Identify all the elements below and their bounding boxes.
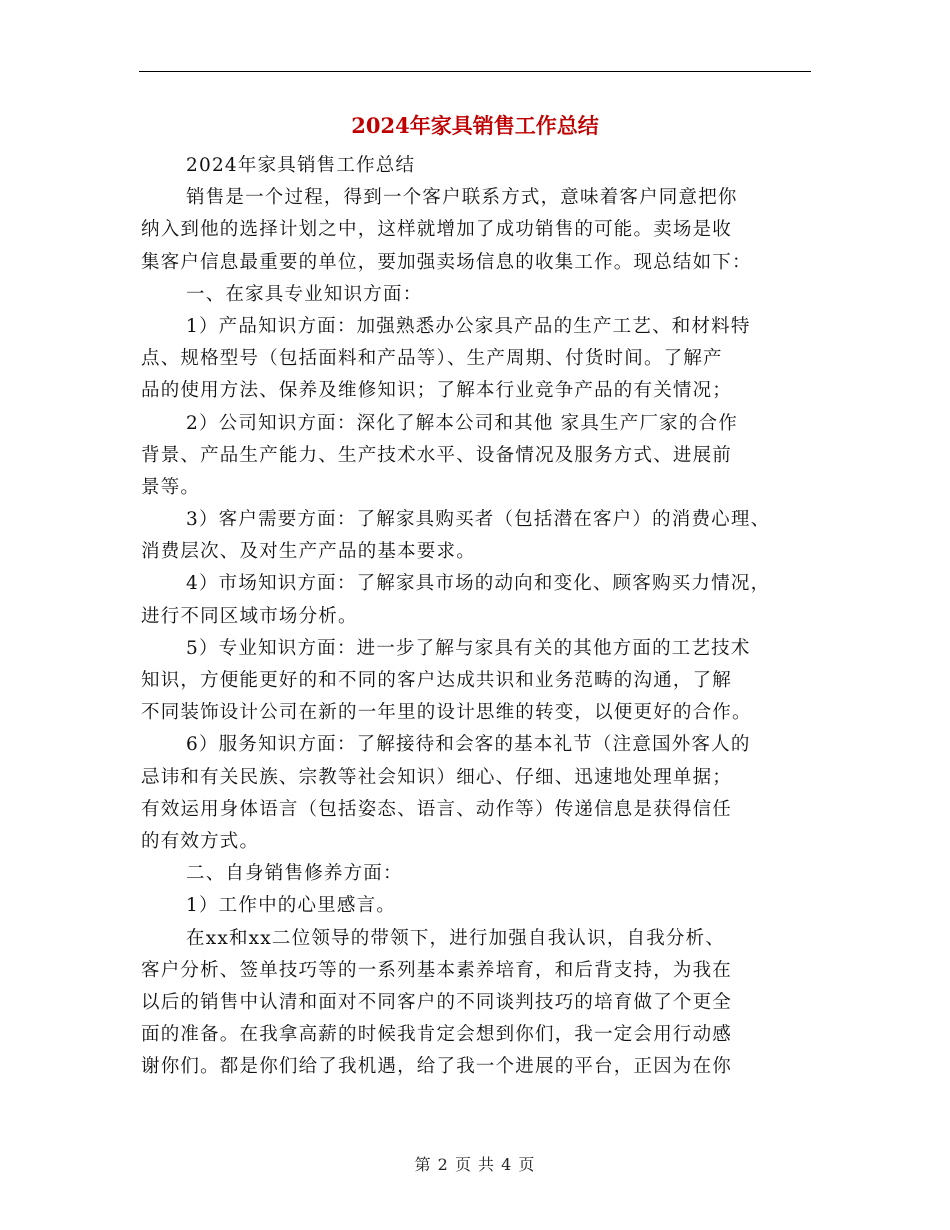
body-line: 2024年家具销售工作总结 [186, 155, 416, 176]
body-line: 的有效方式。 [141, 830, 260, 852]
body-line: 品的使用方法、保养及维修知识；了解本行业竞争产品的有关情况； [141, 380, 733, 402]
document-body [141, 150, 811, 1083]
body-line: 面的准备。在我拿高薪的时候我肯定会想到你们，我一定会用行动感 [141, 1024, 733, 1046]
body-line: 集客户信息最重要的单位，要加强卖场信息的收集工作。现总结如下： [141, 251, 752, 273]
body-line: 6）服务知识方面：了解接待和会客的基本礼节（注意国外客人的 [186, 734, 751, 756]
body-line: 不同装饰设计公司在新的一年里的设计思维的转变，以便更好的合作。 [141, 702, 752, 724]
page-footer: 第 2 页 共 4 页 [414, 1155, 536, 1174]
body-line: 2）公司知识方面：深化了解本公司和其他 家具生产厂家的合作 [186, 412, 738, 434]
body-line: 销售是一个过程，得到一个客户联系方式，意味着客户同意把你 [186, 187, 738, 209]
body-line: 进行不同区域市场分析。 [141, 605, 358, 627]
body-line: 背景、产品生产能力、生产技术水平、设备情况及服务方式、进展前 [141, 444, 733, 466]
body-line: 5）专业知识方面：进一步了解与家具有关的其他方面的工艺技术 [186, 637, 751, 659]
body-line: 以后的销售中认清和面对不同客户的不同谈判技巧的培育做了个更全 [141, 991, 733, 1013]
document-title: 2024年家具销售工作总结 [351, 113, 599, 138]
body-line: 二、自身销售修养方面： [186, 863, 403, 885]
body-line: 客户分析、签单技巧等的一系列基本素养培育，和后背支持，为我在 [141, 959, 733, 981]
header-rule [139, 71, 811, 72]
body-line: 1）产品知识方面：加强熟悉办公家具产品的生产工艺、和材料特 [186, 315, 751, 337]
body-line: 一、在家具专业知识方面： [186, 283, 423, 305]
body-line: 知识，方便能更好的和不同的客户达成共识和业务范畴的沟通，了解 [141, 670, 733, 691]
body-line: 在xx和xx二位领导的带领下，进行加强自我认识，自我分析、 [186, 927, 726, 949]
body-line: 3）客户需要方面：了解家具购买者（包括潜在客户）的消费心理、 [186, 509, 771, 531]
body-line: 谢你们。都是你们给了我机遇，给了我一个进展的平台，正因为在你 [141, 1056, 733, 1078]
body-line: 纳入到他的选择计划之中，这样就增加了成功销售的可能。卖场是收 [141, 219, 733, 241]
body-line: 有效运用身体语言（包括姿态、语言、动作等）传递信息是获得信任 [141, 798, 733, 820]
body-line: 忌讳和有关民族、宗教等社会知识）细心、仔细、迅速地处理单据； [141, 766, 733, 788]
body-line: 景等。 [141, 476, 201, 498]
body-line: 4）市场知识方面：了解家具市场的动向和变化、顾客购买力情况， [186, 573, 771, 595]
body-line: 1）工作中的心里感言。 [186, 895, 396, 917]
body-line: 点、规格型号（包括面料和产品等）、生产周期、付货时间。了解产 [141, 348, 723, 370]
body-line: 消费层次、及对生产产品的基本要求。 [141, 541, 476, 563]
